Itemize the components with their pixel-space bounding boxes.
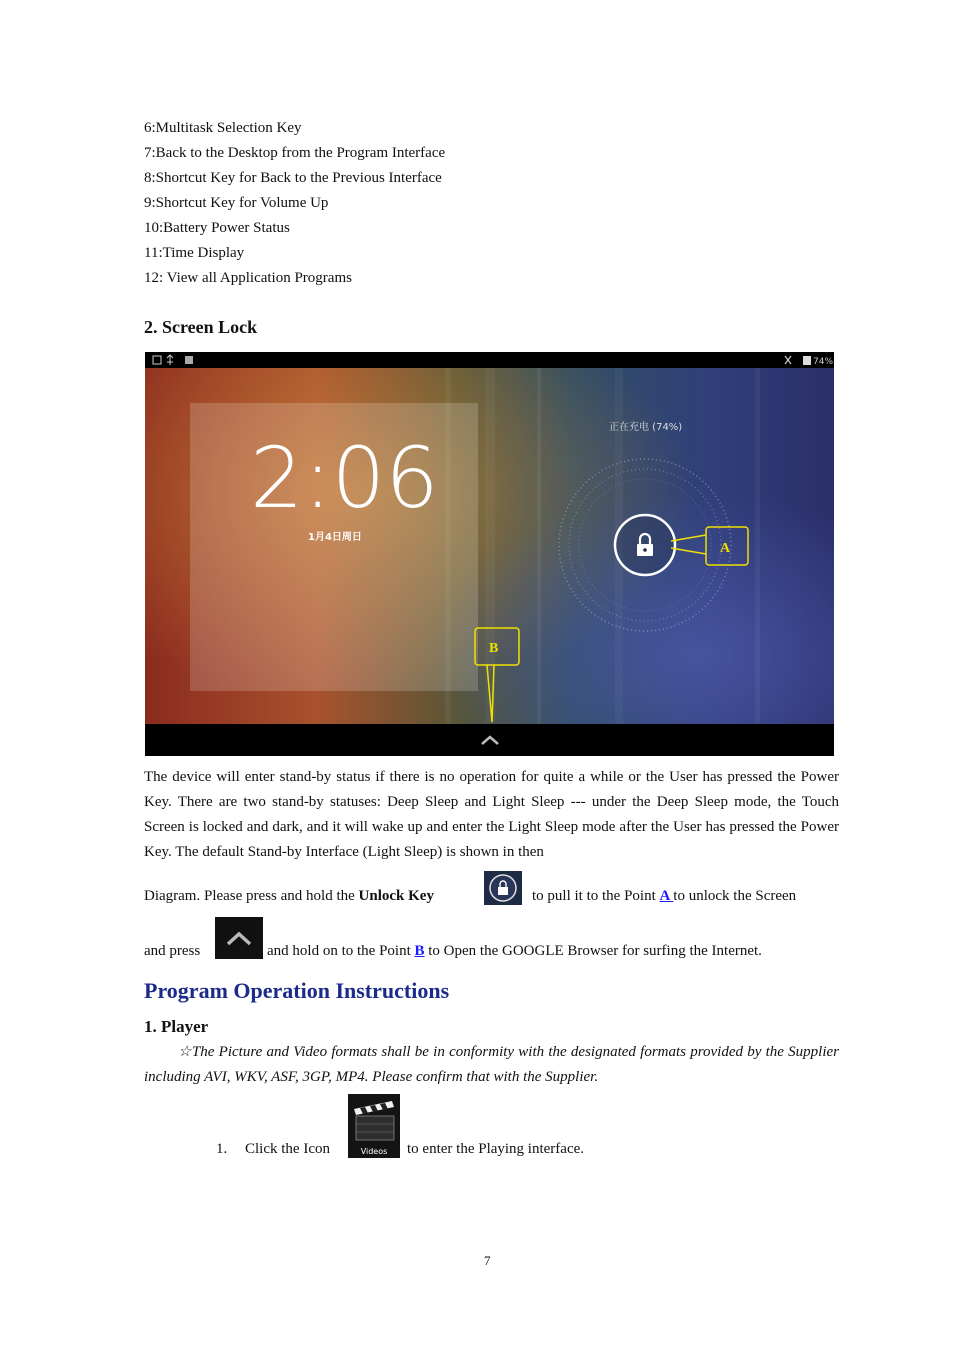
unlock-key-label: Unlock Key	[358, 888, 434, 904]
point-b-link[interactable]: B	[414, 943, 425, 959]
key-list-item-6: 6:Multitask Selection Key	[144, 120, 302, 136]
press-instruction-end	[267, 943, 839, 960]
screen-lock-heading: 2. Screen Lock	[144, 317, 258, 337]
standby-paragraph: The device will enter stand-by status if there is no operation for quite a while or the User has pressed the Power Key. There are two stand-by statuses: Deep Sleep and Light Sleep --- under the Deep Sleep mode, the Touch Screen is locked and dark, and it will wake up and enter the Light Sleep mode after the User has pressed the Power Key. The default Stand-by Interface (Light Sleep) is shown in then	[144, 769, 839, 860]
player-heading: 1. Player	[144, 1017, 209, 1036]
key-list-item-10: 10:Battery Power Status	[144, 220, 290, 236]
lock-screen-graphic	[145, 352, 834, 756]
battery-icon	[803, 356, 811, 365]
unlock-key-icon	[484, 871, 522, 905]
step-text-1: Click the Icon	[245, 1141, 330, 1157]
callout-a-label: A	[720, 541, 731, 556]
press-instruction-start: and press	[144, 943, 201, 959]
lock-screen-screenshot	[145, 352, 834, 756]
press-text-3: to Open the GOOGLE Browser for surfing the Internet.	[424, 943, 762, 959]
charging-status: 正在充电 (74%)	[609, 422, 683, 433]
player-note: ☆The Picture and Video formats shall be in conformity with the designated formats provided by the Supplier including AVI, WKV, ASF, 3GP, MP4. Please confirm that with the Supplier.	[144, 1044, 839, 1085]
key-list-item-8: 8:Shortcut Key for Back to the Previous Interface	[144, 170, 442, 186]
unlock-text-1: Diagram. Please press and hold the	[144, 888, 359, 904]
videos-app-icon[interactable]	[348, 1094, 400, 1158]
program-operation-heading: Program Operation Instructions	[144, 978, 450, 1003]
key-list-item-11: 11:Time Display	[144, 245, 245, 261]
key-list-item-7: 7:Back to the Desktop from the Program Interface	[144, 145, 446, 161]
key-list-item-12: 12: View all Application Programs	[144, 270, 352, 286]
key-list-item-9: 9:Shortcut Key for Volume Up	[144, 195, 329, 211]
unlock-instruction-end	[532, 888, 839, 905]
callout-b-label: B	[489, 641, 499, 656]
unlock-text-2: to pull it to the Point	[532, 888, 660, 904]
clock-time: 2:06	[250, 429, 439, 527]
step-text-2: to enter the Playing interface.	[407, 1141, 585, 1157]
unlock-handle[interactable]	[615, 515, 675, 575]
press-text-2: and hold on to the Point	[267, 943, 415, 959]
page-number: 7	[484, 1253, 491, 1268]
sd-card-icon	[185, 356, 193, 364]
videos-icon-label: Videos	[360, 1147, 388, 1156]
unlock-text-3: to unlock the Screen	[673, 888, 797, 904]
point-a-link[interactable]: A	[659, 888, 674, 904]
up-arrow-key-icon	[215, 917, 263, 959]
clock-date: 1月4日周日	[308, 532, 362, 543]
status-battery-text: 74%	[813, 357, 834, 367]
step-number: 1.	[216, 1141, 228, 1157]
